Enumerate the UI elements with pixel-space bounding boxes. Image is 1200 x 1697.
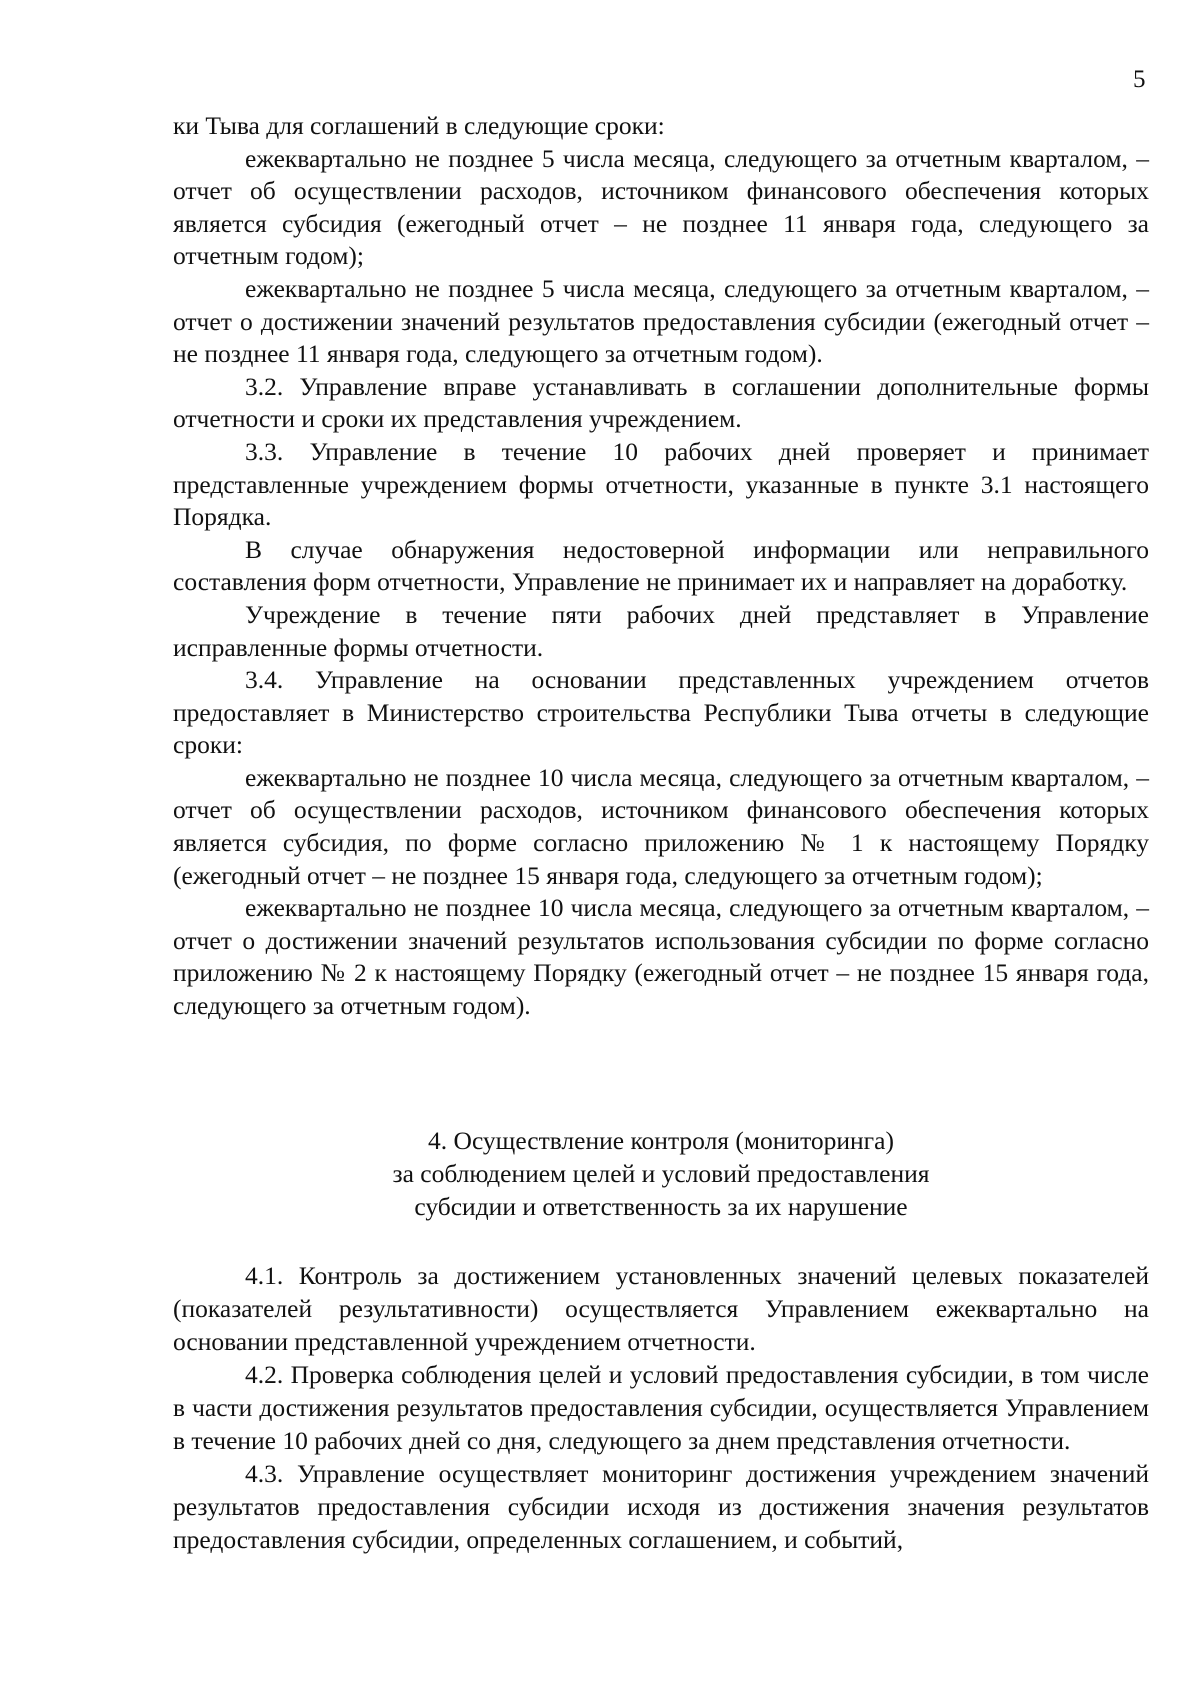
paragraph: 3.3. Управление в течение 10 рабочих дней проверяет и принимает представленные учреждением формы отчетности, указанные в пункте 3.1 настоящего Порядка. <box>173 436 1149 532</box>
section-3-text <box>173 110 1149 1023</box>
paragraph: Учреждение в течение пяти рабочих дней представляет в Управление исправленные формы отчетности. <box>173 599 1149 662</box>
paragraph: 4.3. Управление осуществляет мониторинг достижения учреждением значений результатов предоставления субсидии исходя из достижения значения результатов предоставления субсидии, определенных соглашением, и событий, <box>173 1459 1149 1554</box>
paragraph: ежеквартально не позднее 5 числа месяца, следующего за отчетным кварталом, – отчет об осуществлении расходов, источником финансового обеспечения которых является субсидия (ежегодный отчет – не позднее 11 января года, следующего за отчетным годом); <box>173 143 1149 271</box>
paragraph: ки Тыва для соглашений в следующие сроки: <box>173 111 665 140</box>
section-4-text <box>173 1259 1149 1556</box>
paragraph: 4.1. Контроль за достижением установленных значений целевых показателей (показателей результативности) осуществляется Управлением ежеквартально на основании представленной учреждением отчетности. <box>173 1261 1149 1356</box>
paragraph: 4.2. Проверка соблюдения целей и условий предоставления субсидии, в том числе в части достижения результатов предоставления субсидии, осуществляется Управлением в течение 10 рабочих дней со дня, следующего за днем представления отчетности. <box>173 1360 1149 1455</box>
paragraph: ежеквартально не позднее 10 числа месяца, следующего за отчетным кварталом, – отчет о достижении значений результатов использования субсидии по форме согласно приложению № 2 к настоящему Порядку (ежегодный отчет – не позднее 15 января года, следующего за отчетным годом). <box>173 893 1149 1021</box>
paragraph: В случае обнаружения недостоверной информации или неправильного составления форм отчетности, Управление не принимает их и направляет на доработку. <box>173 534 1149 597</box>
paragraph: 3.2. Управление вправе устанавливать в соглашении дополнительные формы отчетности и сроки их представления учреждением. <box>173 371 1149 434</box>
heading-line: 4. Осуществление контроля (мониторинга) <box>428 1126 894 1155</box>
paragraph: ежеквартально не позднее 5 числа месяца, следующего за отчетным кварталом, – отчет о достижении значений результатов предоставления субсидии (ежегодный отчет – не позднее 11 января года, следующего за отчетным годом). <box>173 273 1149 369</box>
paragraph: 3.4. Управление на основании представленных учреждением отчетов предоставляет в Министерство строительства Республики Тыва отчеты в следующие сроки: <box>173 665 1149 760</box>
section-4-heading <box>173 1124 1149 1223</box>
heading-line: за соблюдением целей и условий предоставления <box>392 1159 930 1188</box>
page-number: 5 <box>1133 66 1146 93</box>
heading-line: субсидии и ответственность за их нарушение <box>414 1192 908 1221</box>
paragraph: ежеквартально не позднее 10 числа месяца, следующего за отчетным кварталом, – отчет об осуществлении расходов, источником финансового обеспечения которых является субсидия, по форме согласно приложению № 1 к настоящему Порядку (ежегодный отчет – не позднее 15 января года, следующего за отчетным годом); <box>173 762 1149 890</box>
